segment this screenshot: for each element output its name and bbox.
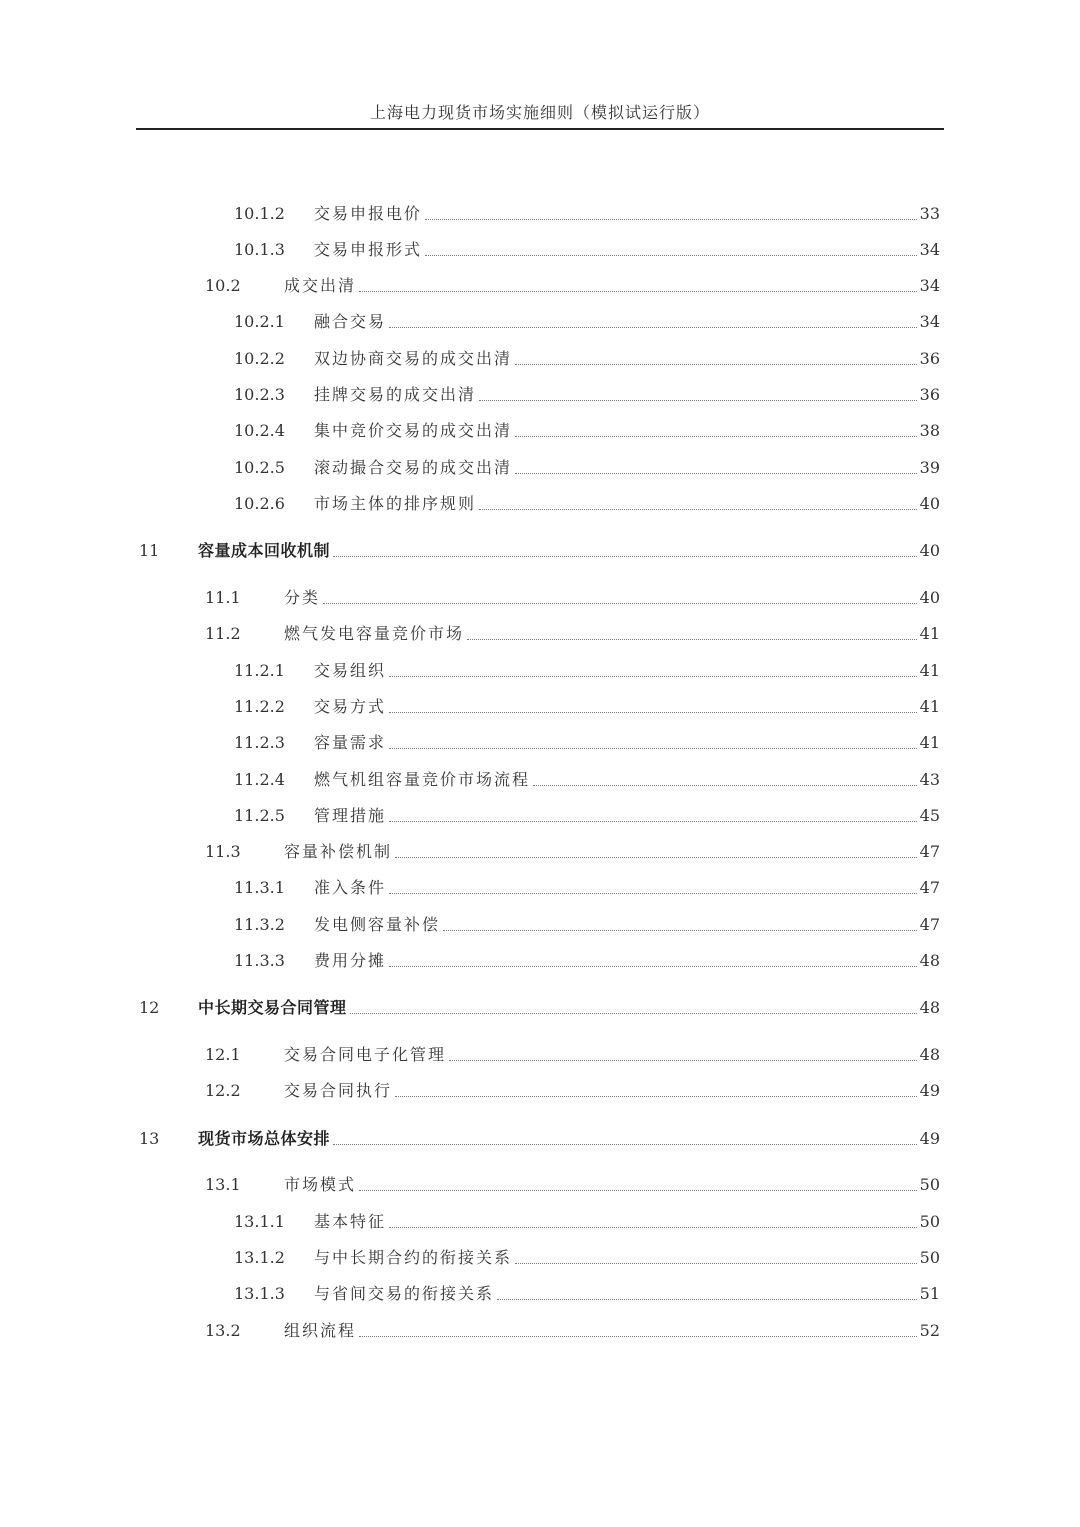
toc-entry-title: 交易合同执行 xyxy=(284,1081,393,1100)
dot-leader xyxy=(359,1336,917,1337)
toc-entry-page-number: 41 xyxy=(919,697,940,716)
toc-entry-title: 现货市场总体安排 xyxy=(198,1129,331,1148)
toc-entry[interactable] xyxy=(234,913,940,937)
toc-entry-number: 11.3.2 xyxy=(234,915,285,934)
toc-entry-page-number: 48 xyxy=(919,1045,940,1064)
toc-entry[interactable] xyxy=(205,622,940,646)
toc-entry-number: 11.3.3 xyxy=(234,951,285,970)
toc-entry-title: 管理措施 xyxy=(314,806,387,825)
dot-leader xyxy=(443,930,917,931)
toc-entry[interactable] xyxy=(234,238,940,262)
toc-entry-title: 挂牌交易的成交出清 xyxy=(314,385,477,404)
dot-leader xyxy=(333,556,917,557)
toc-entry-number: 10.2.3 xyxy=(234,385,285,404)
toc-entry-page-number: 49 xyxy=(919,1081,940,1100)
toc-entry-number: 10.2.6 xyxy=(234,494,285,513)
toc-entry-page-number: 48 xyxy=(919,951,940,970)
dot-leader xyxy=(359,1190,917,1191)
toc-entry-title: 交易申报电价 xyxy=(314,204,423,223)
toc-entry-title: 基本特征 xyxy=(314,1212,387,1231)
toc-entry[interactable] xyxy=(234,347,940,371)
toc-entry-number: 10.1.3 xyxy=(234,240,285,259)
toc-entry-number: 11.1 xyxy=(205,588,241,607)
toc-entry[interactable] xyxy=(205,1319,940,1343)
toc-entry[interactable] xyxy=(234,1246,940,1270)
dot-leader xyxy=(389,327,917,328)
toc-entry[interactable] xyxy=(234,383,940,407)
toc-entry-page-number: 49 xyxy=(919,1129,940,1148)
toc-entry-page-number: 36 xyxy=(919,385,940,404)
toc-entry-title: 集中竞价交易的成交出清 xyxy=(314,421,513,440)
toc-entry[interactable] xyxy=(234,456,940,480)
toc-entry-title: 市场模式 xyxy=(284,1175,357,1194)
toc-entry[interactable] xyxy=(205,586,940,610)
dot-leader xyxy=(449,1060,917,1061)
toc-entry-number: 10.1.2 xyxy=(234,204,285,223)
dot-leader xyxy=(389,893,917,894)
toc-entry-number: 10.2.2 xyxy=(234,349,285,368)
toc-entry-title: 交易组织 xyxy=(314,661,387,680)
toc-entry-page-number: 40 xyxy=(919,541,940,560)
toc-entry-page-number: 40 xyxy=(919,494,940,513)
toc-entry-number: 11.2.5 xyxy=(234,806,285,825)
dot-leader xyxy=(497,1299,917,1300)
toc-entry[interactable] xyxy=(234,731,940,755)
toc-entry-title: 发电侧容量补偿 xyxy=(314,915,441,934)
dot-leader xyxy=(389,1227,917,1228)
toc-entry-page-number: 43 xyxy=(919,770,940,789)
toc-entry-title: 与省间交易的衔接关系 xyxy=(314,1284,495,1303)
dot-leader xyxy=(350,1013,917,1014)
dot-leader xyxy=(515,364,917,365)
toc-entry-number: 13.1.2 xyxy=(234,1248,285,1267)
dot-leader xyxy=(359,291,917,292)
toc-entry-page-number: 41 xyxy=(919,733,940,752)
toc-entry[interactable] xyxy=(234,492,940,516)
dot-leader xyxy=(389,748,917,749)
toc-entry-title: 交易方式 xyxy=(314,697,387,716)
toc-entry-number: 12.1 xyxy=(205,1045,241,1064)
toc-entry[interactable] xyxy=(205,1043,940,1067)
toc-entry-title: 市场主体的排序规则 xyxy=(314,494,477,513)
toc-entry-title: 费用分摊 xyxy=(314,951,387,970)
toc-entry-page-number: 48 xyxy=(919,998,940,1017)
dot-leader xyxy=(389,676,917,677)
toc-entry-title: 与中长期合约的衔接关系 xyxy=(314,1248,513,1267)
dot-leader xyxy=(389,966,917,967)
toc-entry-page-number: 47 xyxy=(919,915,940,934)
dot-leader xyxy=(395,857,917,858)
toc-entry-number: 11.2.1 xyxy=(234,661,285,680)
toc-entry[interactable] xyxy=(234,419,940,443)
toc-entry-page-number: 40 xyxy=(919,588,940,607)
toc-entry[interactable] xyxy=(234,695,940,719)
toc-entry-page-number: 41 xyxy=(919,624,940,643)
toc-entry-page-number: 34 xyxy=(919,276,940,295)
dot-leader xyxy=(515,473,917,474)
toc-entry-title: 成交出清 xyxy=(284,276,357,295)
toc-entry-page-number: 33 xyxy=(919,204,940,223)
toc-entry-number: 12 xyxy=(139,998,160,1017)
toc-entry-title: 容量需求 xyxy=(314,733,387,752)
toc-entry[interactable] xyxy=(234,310,940,334)
toc-entry-number: 13.1.1 xyxy=(234,1212,285,1231)
toc-entry-number: 10.2.4 xyxy=(234,421,285,440)
toc-entry-title: 容量补偿机制 xyxy=(284,842,393,861)
dot-leader xyxy=(389,821,917,822)
toc-entry-title: 交易合同电子化管理 xyxy=(284,1045,447,1064)
toc-entry[interactable] xyxy=(234,1282,940,1306)
toc-entry-page-number: 50 xyxy=(919,1175,940,1194)
toc-entry-number: 10.2.5 xyxy=(234,458,285,477)
toc-entry-title: 燃气发电容量竞价市场 xyxy=(284,624,465,643)
toc-entry-page-number: 38 xyxy=(919,421,940,440)
toc-entry[interactable] xyxy=(205,1079,940,1103)
toc-entry-title: 交易申报形式 xyxy=(314,240,423,259)
toc-entry-number: 13 xyxy=(139,1129,160,1148)
toc-entry-page-number: 34 xyxy=(919,240,940,259)
toc-entry-page-number: 41 xyxy=(919,661,940,680)
toc-entry-page-number: 36 xyxy=(919,349,940,368)
toc-entry-number: 11.2.3 xyxy=(234,733,285,752)
toc-entry-number: 11 xyxy=(139,541,160,560)
toc-entry-page-number: 47 xyxy=(919,878,940,897)
dot-leader xyxy=(333,1144,917,1145)
toc-entry-number: 12.2 xyxy=(205,1081,241,1100)
toc-entry[interactable] xyxy=(234,202,940,226)
toc-entry-title: 组织流程 xyxy=(284,1321,357,1340)
toc-entry-page-number: 39 xyxy=(919,458,940,477)
toc-entry-page-number: 51 xyxy=(919,1284,940,1303)
toc-entry-number: 11.2.2 xyxy=(234,697,285,716)
toc-entry-number: 13.1 xyxy=(205,1175,241,1194)
toc-entry[interactable] xyxy=(139,996,940,1020)
dot-leader xyxy=(323,603,917,604)
dot-leader xyxy=(533,785,917,786)
toc-entry-page-number: 34 xyxy=(919,312,940,331)
toc-entry-page-number: 52 xyxy=(919,1321,940,1340)
toc-entry-title: 中长期交易合同管理 xyxy=(198,998,347,1017)
toc-entry-number: 10.2.1 xyxy=(234,312,285,331)
toc-entry-title: 准入条件 xyxy=(314,878,387,897)
dot-leader xyxy=(467,639,917,640)
toc-entry[interactable] xyxy=(234,659,940,683)
toc-entry-page-number: 50 xyxy=(919,1248,940,1267)
toc-entry[interactable] xyxy=(234,949,940,973)
page-header: 上海电力现货市场实施细则（模拟试运行版） xyxy=(369,103,710,122)
toc-entry-title: 容量成本回收机制 xyxy=(198,541,331,560)
dot-leader xyxy=(425,219,917,220)
toc-entry-title: 融合交易 xyxy=(314,312,387,331)
toc-entry-number: 11.3.1 xyxy=(234,878,285,897)
toc-entry[interactable] xyxy=(234,804,940,828)
toc-entry-number: 13.2 xyxy=(205,1321,241,1340)
toc-entry-title: 滚动撮合交易的成交出清 xyxy=(314,458,513,477)
toc-entry[interactable] xyxy=(205,840,940,864)
toc-entry-page-number: 45 xyxy=(919,806,940,825)
toc-entry[interactable] xyxy=(205,1173,940,1197)
dot-leader xyxy=(515,436,917,437)
toc-entry-number: 13.1.3 xyxy=(234,1284,285,1303)
toc-entry-number: 10.2 xyxy=(205,276,241,295)
toc-entry-title: 分类 xyxy=(284,588,321,607)
toc-entry-page-number: 47 xyxy=(919,842,940,861)
dot-leader xyxy=(395,1096,917,1097)
toc-entry-number: 11.3 xyxy=(205,842,241,861)
dot-leader xyxy=(425,255,917,256)
toc-entry-title: 燃气机组容量竞价市场流程 xyxy=(314,770,531,789)
dot-leader xyxy=(389,712,917,713)
toc-entry[interactable] xyxy=(234,768,940,792)
dot-leader xyxy=(479,509,917,510)
toc-entry[interactable] xyxy=(234,1210,940,1234)
toc-entry[interactable] xyxy=(234,876,940,900)
toc-entry-number: 11.2 xyxy=(205,624,241,643)
toc-entry[interactable] xyxy=(139,539,940,563)
toc-entry-title: 双边协商交易的成交出清 xyxy=(314,349,513,368)
toc-entry[interactable] xyxy=(205,274,940,298)
toc-entry[interactable] xyxy=(139,1127,940,1151)
dot-leader xyxy=(515,1263,917,1264)
toc-entry-page-number: 50 xyxy=(919,1212,940,1231)
dot-leader xyxy=(479,400,917,401)
toc-entry-number: 11.2.4 xyxy=(234,770,285,789)
